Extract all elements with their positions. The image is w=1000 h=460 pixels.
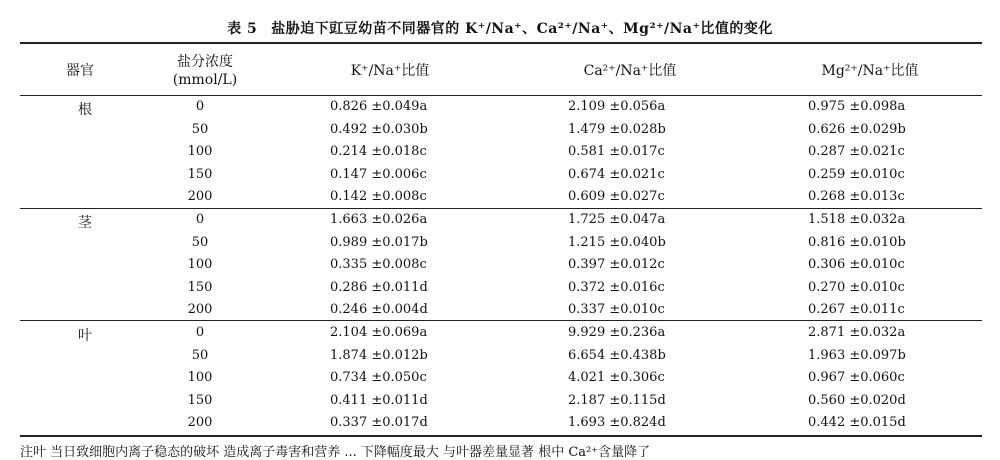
- mg-na-ratio-cell: 0.626 ±0.029b: [808, 121, 906, 137]
- concentration-cell: 200: [187, 189, 213, 205]
- ca-na-ratio-cell: 4.021 ±0.306c: [568, 370, 665, 386]
- table-row: [0, 186, 1000, 209]
- mg-na-ratio-cell: 1.518 ±0.032a: [808, 211, 906, 227]
- mg-na-ratio-cell: 2.871 ±0.032a: [808, 324, 906, 340]
- table-row: [0, 345, 1000, 368]
- table-row: [0, 141, 1000, 164]
- ca-na-ratio-cell: 0.397 ±0.012c: [568, 257, 665, 273]
- mg-na-ratio-cell: 0.306 ±0.010c: [808, 257, 905, 273]
- concentration-cell: 0: [195, 324, 205, 340]
- k-na-ratio-cell: 0.734 ±0.050c: [330, 370, 427, 386]
- ca-na-ratio-cell: 0.609 ±0.027c: [568, 189, 665, 205]
- concentration-cell: 0: [195, 99, 205, 114]
- ca-na-ratio-cell: 2.109 ±0.056a: [568, 99, 666, 114]
- concentration-cell: 150: [187, 166, 213, 182]
- k-na-ratio-cell: 0.826 ±0.049a: [330, 99, 428, 114]
- concentration-cell: 0: [195, 211, 205, 227]
- mg-na-ratio-cell: 0.268 ±0.013c: [808, 189, 905, 205]
- header-k-na-ratio: K⁺/Na⁺比值: [350, 63, 430, 79]
- header-concentration: [140, 48, 270, 94]
- group-separator-stem-leaf: [20, 320, 982, 321]
- ca-na-ratio-cell: 1.693 ±0.824d: [568, 415, 666, 431]
- concentration-cell: 150: [187, 392, 213, 408]
- table-title: [0, 18, 1000, 38]
- table-number: 表 5: [227, 21, 258, 37]
- ca-na-ratio-cell: 0.337 ±0.010c: [568, 302, 665, 318]
- k-na-ratio-cell: 2.104 ±0.069a: [330, 324, 428, 340]
- table-row: [0, 119, 1000, 142]
- concentration-cell: 100: [187, 257, 213, 273]
- table-caption: 盐胁迫下豇豆幼苗不同器官的 K⁺/Na⁺、Ca²⁺/Na⁺、Mg²⁺/Na⁺比值的变化: [271, 21, 773, 37]
- k-na-ratio-cell: 0.337 ±0.017d: [330, 415, 428, 431]
- table-row: [0, 164, 1000, 187]
- ca-na-ratio-cell: 1.725 ±0.047a: [568, 211, 666, 227]
- k-na-ratio-cell: 0.142 ±0.008c: [330, 189, 427, 205]
- ca-na-ratio-cell: 9.929 ±0.236a: [568, 324, 666, 340]
- table-row: [0, 232, 1000, 255]
- k-na-ratio-cell: 0.286 ±0.011d: [330, 279, 428, 295]
- mg-na-ratio-cell: 0.287 ±0.021c: [808, 144, 905, 160]
- table-row: [0, 299, 1000, 322]
- mg-na-ratio-cell: 0.975 ±0.098a: [808, 99, 906, 114]
- organ-cell: 根: [78, 102, 92, 118]
- k-na-ratio-cell: 0.246 ±0.004d: [330, 302, 428, 318]
- top-rule: [20, 42, 982, 44]
- concentration-cell: 150: [187, 279, 213, 295]
- mg-na-ratio-cell: 0.442 ±0.015d: [808, 415, 906, 431]
- concentration-cell: 100: [187, 370, 213, 386]
- k-na-ratio-cell: 0.335 ±0.008c: [330, 257, 427, 273]
- concentration-cell: 50: [191, 234, 209, 250]
- k-na-ratio-cell: 0.147 ±0.006c: [330, 166, 427, 182]
- concentration-cell: 200: [187, 302, 213, 318]
- k-na-ratio-cell: 0.214 ±0.018c: [330, 144, 427, 160]
- bottom-rule: [20, 435, 982, 437]
- table-row: [0, 322, 1000, 345]
- ca-na-ratio-cell: 0.372 ±0.016c: [568, 279, 665, 295]
- footnote-fragment: 注叶 当日致细胞内离子稳态的破坏 造成离子毒害和营养 ... 下降幅度最大 与叶器差量显著 根中 Ca²⁺含量降了: [20, 445, 651, 460]
- table-row: [0, 277, 1000, 300]
- table-row: [0, 96, 1000, 119]
- organ-cell: 叶: [78, 327, 92, 344]
- k-na-ratio-cell: 1.874 ±0.012b: [330, 347, 428, 363]
- table-row: [0, 367, 1000, 390]
- table-row: [0, 412, 1000, 435]
- ca-na-ratio-cell: 1.479 ±0.028b: [568, 121, 666, 137]
- k-na-ratio-cell: 0.492 ±0.030b: [330, 121, 428, 137]
- k-na-ratio-cell: 1.663 ±0.026a: [330, 211, 428, 227]
- concentration-cell: 50: [191, 121, 209, 137]
- mg-na-ratio-cell: 0.270 ±0.010c: [808, 279, 905, 295]
- mg-na-ratio-cell: 0.560 ±0.020d: [808, 392, 906, 408]
- table-row: [0, 390, 1000, 413]
- ca-na-ratio-cell: 1.215 ±0.040b: [568, 234, 666, 250]
- table-row: [0, 254, 1000, 277]
- group-separator-root-stem: [20, 208, 982, 209]
- concentration-cell: 200: [187, 415, 213, 431]
- mg-na-ratio-cell: 0.816 ±0.010b: [808, 234, 906, 250]
- table-body: [0, 96, 1000, 435]
- ca-na-ratio-cell: 0.581 ±0.017c: [568, 144, 665, 160]
- table-row: [0, 209, 1000, 232]
- concentration-cell: 50: [191, 347, 209, 363]
- mg-na-ratio-cell: 0.967 ±0.060c: [808, 370, 905, 386]
- header-mg-na-ratio: Mg²⁺/Na⁺比值: [821, 63, 919, 79]
- organ-cell: 茎: [78, 214, 92, 231]
- mg-na-ratio-cell: 1.963 ±0.097b: [808, 347, 906, 363]
- concentration-cell: 100: [187, 144, 213, 160]
- ca-na-ratio-cell: 6.654 ±0.438b: [568, 347, 666, 363]
- header-organ: 器官: [66, 63, 94, 79]
- mg-na-ratio-cell: 0.267 ±0.011c: [808, 302, 905, 318]
- header-concentration-unit: (mmol/L): [172, 72, 238, 88]
- k-na-ratio-cell: 0.411 ±0.011d: [330, 392, 428, 408]
- header-concentration-label: 盐分浓度: [177, 54, 233, 70]
- ca-na-ratio-cell: 2.187 ±0.115d: [568, 392, 666, 408]
- ca-na-ratio-cell: 0.674 ±0.021c: [568, 166, 665, 182]
- mg-na-ratio-cell: 0.259 ±0.010c: [808, 166, 905, 182]
- header-ca-na-ratio: Ca²⁺/Na⁺比值: [583, 63, 677, 79]
- k-na-ratio-cell: 0.989 ±0.017b: [330, 234, 428, 250]
